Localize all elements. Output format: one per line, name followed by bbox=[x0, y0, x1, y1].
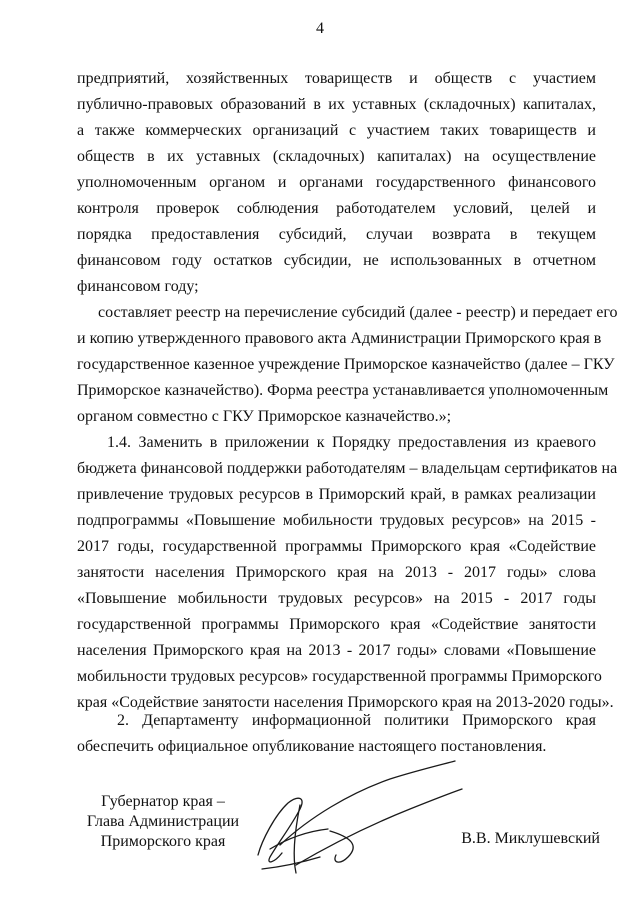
text-line: порядка предоставления субсидий, случаи возврата в текущем bbox=[77, 226, 596, 243]
text-line: края «Содействие занятости населения Приморского края на 2013-2020 годы». bbox=[77, 694, 614, 711]
text-line: уполномоченным органом и органами государственного финансового bbox=[77, 174, 596, 191]
text-line: и копию утвержденного правового акта Администрации Приморского края в bbox=[77, 330, 602, 347]
position-line: Приморского края bbox=[100, 833, 226, 850]
page-number: 4 bbox=[316, 20, 324, 37]
signatory-position bbox=[78, 792, 248, 852]
paragraph-1 bbox=[77, 66, 596, 300]
text-line: контроля проверок соблюдения работодателем условий, целей и bbox=[77, 200, 596, 217]
text-line: Приморское казначейство). Форма реестра устанавливается уполномоченным bbox=[77, 382, 609, 399]
paragraph-3 bbox=[77, 430, 618, 716]
text-line: населения Приморского края на 2013 - 2017 годы» словами «Повышение bbox=[77, 642, 596, 659]
position-line: Губернатор края – bbox=[101, 793, 225, 810]
text-line: финансовом году остатков субсидии, не использованных в отчетном bbox=[77, 252, 596, 269]
text-line: мобильности трудовых ресурсов» государственной программы Приморского bbox=[77, 668, 602, 685]
text-line: «Повышение мобильности трудовых ресурсов» на 2015 - 2017 годы bbox=[77, 590, 596, 607]
text-line: 2. Департаменту информационной политики Приморского края bbox=[117, 712, 596, 729]
text-line: предприятий, хозяйственных товариществ и обществ с участием bbox=[77, 70, 596, 87]
signatory-name: В.В. Миклушевский bbox=[461, 830, 600, 847]
text-line: занятости населения Приморского края на 2013 - 2017 годы» слова bbox=[77, 564, 596, 581]
text-line: государственной программы Приморского края «Содействие занятости bbox=[77, 616, 596, 633]
text-line: бюджета финансовой поддержки работодателям – владельцам сертификатов на bbox=[77, 460, 618, 477]
text-line: финансовом году; bbox=[77, 278, 199, 295]
text-line: привлечение трудовых ресурсов в Приморский край, в рамках реализации bbox=[77, 486, 596, 503]
text-line: обществ в их уставных (складочных) капиталах) на осуществление bbox=[77, 148, 596, 165]
text-line: подпрограммы «Повышение мобильности трудовых ресурсов» на 2015 - bbox=[77, 512, 596, 529]
text-line: 1.4. Заменить в приложении к Порядку предоставления из краевого bbox=[107, 434, 596, 451]
text-line: а также коммерческих организаций с участием таких товариществ и bbox=[77, 122, 596, 139]
handwritten-signature bbox=[240, 745, 470, 895]
text-line: обеспечить официальное опубликование настоящего постановления. bbox=[77, 738, 547, 755]
paragraph-2 bbox=[77, 300, 618, 430]
text-line: составляет реестр на перечисление субсидий (далее - реестр) и передает его bbox=[98, 304, 618, 321]
text-line: публично-правовых образований в их уставных (складочных) капиталах, bbox=[77, 96, 596, 113]
text-line: государственное казенное учреждение Приморское казначейство (далее – ГКУ bbox=[77, 356, 615, 373]
text-line: органом совместно с ГКУ Приморское казначейство.»; bbox=[77, 408, 452, 425]
text-line: 2017 годы, государственной программы Приморского края «Содействие bbox=[77, 538, 596, 555]
position-line: Глава Администрации bbox=[86, 813, 240, 830]
